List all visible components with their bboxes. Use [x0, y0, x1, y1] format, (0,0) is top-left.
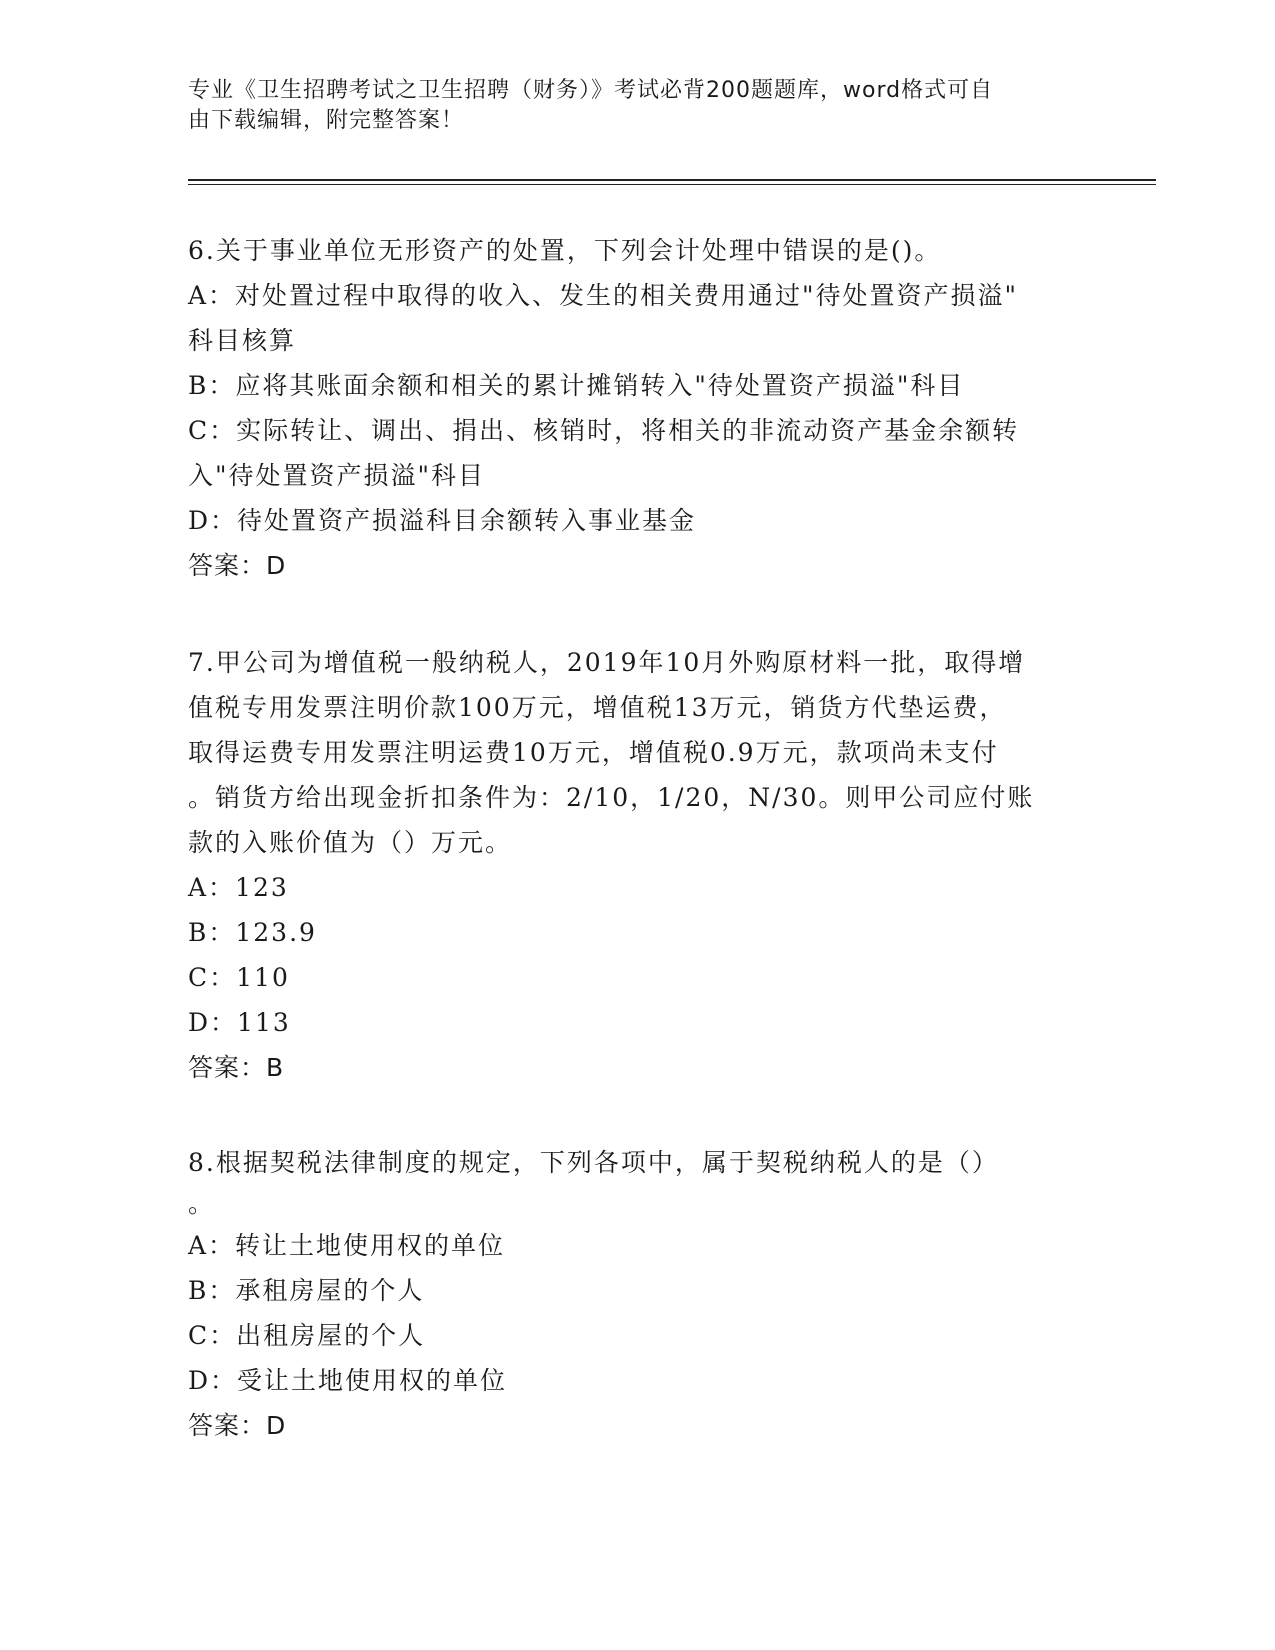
question-8-option-b: B：承租房屋的个人: [188, 1276, 425, 1305]
question-8: [188, 1140, 1088, 1448]
header-divider-thin: [188, 184, 1156, 185]
document-header: [188, 76, 1088, 136]
question-7-stem-line-1: 7.甲公司为增值税一般纳税人，2019年10月外购原材料一批，取得增: [188, 648, 1026, 677]
question-6-option-d: D：待处置资产损溢科目余额转入事业基金: [188, 506, 697, 535]
question-7-option-d: D：113: [188, 1008, 291, 1037]
header-divider-thick: [188, 179, 1156, 181]
question-8-option-d: D：受让土地使用权的单位: [188, 1366, 508, 1395]
question-7-answer: 答案：B: [188, 1053, 285, 1082]
question-7-stem-line-3: 取得运费专用发票注明运费10万元，增值税0.9万元，款项尚未支付: [188, 738, 999, 767]
header-line-1: 专业《卫生招聘考试之卫生招聘（财务）》考试必背200题题库，word格式可自: [188, 78, 994, 103]
question-6: [188, 228, 1088, 588]
question-6-option-c-line-1: C：实际转让、调出、捐出、核销时，将相关的非流动资产基金余额转: [188, 416, 1020, 445]
question-8-option-c: C：出租房屋的个人: [188, 1321, 426, 1350]
question-6-option-a-line-2: 科目核算: [188, 326, 297, 355]
question-8-answer: 答案：D: [188, 1411, 287, 1440]
question-7-stem-line-4: 。销货方给出现金折扣条件为：2/10，1/20，N/30。则甲公司应付账: [188, 783, 1035, 812]
question-7-option-c: C：110: [188, 963, 290, 992]
header-line-2: 由下载编辑，附完整答案！: [188, 108, 465, 133]
question-6-option-b: B：应将其账面余额和相关的累计摊销转入"待处置资产损溢"科目: [188, 371, 965, 400]
question-7-option-a: A：123: [188, 873, 289, 902]
question-8-option-a: A：转让土地使用权的单位: [188, 1231, 506, 1260]
question-7-stem-line-5: 款的入账价值为（）万元。: [188, 828, 513, 857]
question-7: [188, 640, 1088, 1090]
question-8-stem-line-2: 。: [188, 1189, 216, 1218]
question-6-option-c-line-2: 入"待处置资产损溢"科目: [188, 461, 485, 490]
question-7-option-b: B：123.9: [188, 918, 317, 947]
question-6-option-a-line-1: A：对处置过程中取得的收入、发生的相关费用通过"待处置资产损溢": [188, 281, 1019, 310]
question-6-answer: 答案：D: [188, 551, 287, 580]
question-7-stem-line-2: 值税专用发票注明价款100万元，增值税13万元，销货方代垫运费，: [188, 693, 1007, 722]
question-6-stem: 6.关于事业单位无形资产的处置，下列会计处理中错误的是()。: [188, 236, 942, 265]
question-8-stem-line-1: 8.根据契税法律制度的规定，下列各项中，属于契税纳税人的是（）: [188, 1148, 999, 1177]
